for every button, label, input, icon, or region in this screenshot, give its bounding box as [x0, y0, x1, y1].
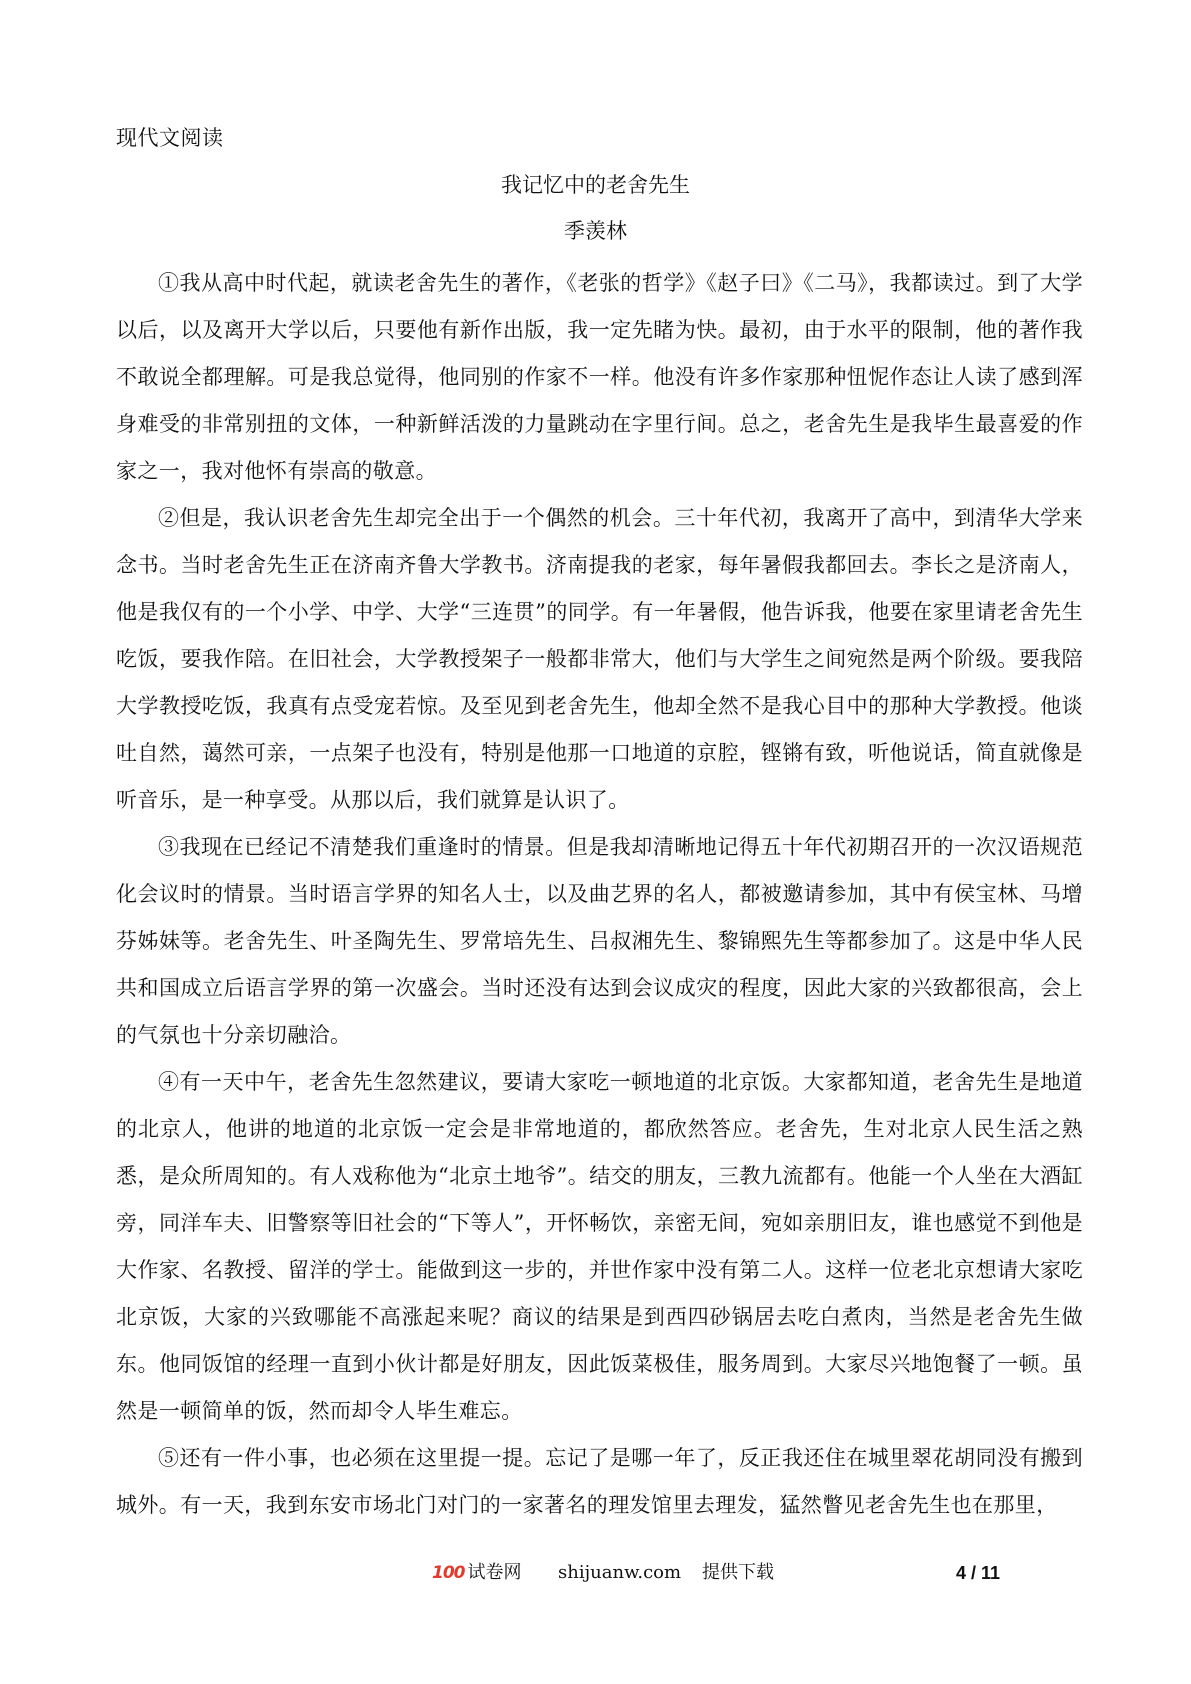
- footer-brand: [432, 1558, 522, 1588]
- paragraph-3: ③我现在已经记不清楚我们重逢时的情景。但是我却清晰地记得五十年代初期召开的一次汉语规范化会议时的情景。当时语言学界的知名人士，以及曲艺界的名人，都被邀请参加，其中有侯宝林、马增芬姊妹等。老舍先生、叶圣陶先生、罗常培先生、吕叔湘先生、黎锦熙先生等都参加了。这是中华人民共和国成立后语言学界的第一次盛会。当时还没有达到会议成灾的程度，因此大家的兴致都很高，会上的气氛也十分亲切融洽。: [116, 835, 1083, 1047]
- article-author: 季羡林: [564, 219, 627, 243]
- paragraph-1: ①我从高中时代起，就读老舍先生的著作，《老张的哲学》《赵子曰》《二马》，我都读过。到了大学以后，以及离开大学以后，只要他有新作出版，我一定先睹为快。最初，由于水平的限制，他的著作我不敢说全都理解。可是我总觉得，他同别的作家不一样。他没有许多作家那种忸怩作态让人读了感到浑身难受的非常别扭的文体，一种新鲜活泼的力量跳动在字里行间。总之，老舍先生是我毕生最喜爱的作家之一，我对他怀有崇高的敬意。: [116, 271, 1083, 483]
- section-label: 现代文阅读: [116, 126, 224, 150]
- article-body: [116, 260, 1083, 1529]
- page-number: 4 / 11: [956, 1563, 1001, 1583]
- paragraph-4: ④有一天中午，老舍先生忽然建议，要请大家吃一顿地道的北京饭。大家都知道，老舍先生是地道的北京人，他讲的地道的北京饭一定会是非常地道的，都欣然答应。老舍先，生对北京人民生活之熟悉，是众所周知的。有人戏称他为“北京土地爷”。结交的朋友，三教九流都有。他能一个人坐在大酒缸旁，同洋车夫、旧警察等旧社会的“下等人”，开怀畅饮，亲密无间，宛如亲朋旧友，谁也感觉不到他是大作家、名教授、留洋的学士。能做到这一步的，并世作家中没有第二人。这样一位老北京想请大家吃北京饭，大家的兴致哪能不高涨起来呢？商议的结果是到西四砂锅居去吃白煮肉，当然是老舍先生做东。他同饭馆的经理一直到小伙计都是好朋友，因此饭菜极佳，服务周到。大家尽兴地饱餐了一顿。虽然是一顿简单的饭，然而却令人毕生难忘。: [116, 1070, 1083, 1423]
- page-footer: [0, 1558, 1191, 1588]
- brand-name: 试卷网: [467, 1562, 522, 1583]
- article-title: 我记忆中的老舍先生: [501, 173, 690, 197]
- footer-site: shijuanw.com: [558, 1562, 682, 1583]
- brand-logo: 100: [432, 1563, 465, 1583]
- paragraph-2: ②但是，我认识老舍先生却完全出于一个偶然的机会。三十年代初，我离开了高中，到清华大学来念书。当时老舍先生正在济南齐鲁大学教书。济南提我的老家，每年暑假我都回去。李长之是济南人，他是我仅有的一个小学、中学、大学“三连贯”的同学。有一年暑假，他告诉我，他要在家里请老舍先生吃饭，要我作陪。在旧社会，大学教授架子一般都非常大，他们与大学生之间宛然是两个阶级。要我陪大学教授吃饭，我真有点受宠若惊。及至见到老舍先生，他却全然不是我心目中的那种大学教授。他谈吐自然，蔼然可亲，一点架子也没有，特别是他那一口地道的京腔，铿锵有致，听他说话，简直就像是听音乐，是一种享受。从那以后，我们就算是认识了。: [116, 506, 1083, 812]
- paragraph-5: ⑤还有一件小事，也必须在这里提一提。忘记了是哪一年了，反正我还住在城里翠花胡同没有搬到城外。有一天，我到东安市场北门对门的一家著名的理发馆里去理发，猛然瞥见老舍先生也在那里，: [116, 1446, 1083, 1517]
- footer-provide: 提供下载: [702, 1562, 774, 1583]
